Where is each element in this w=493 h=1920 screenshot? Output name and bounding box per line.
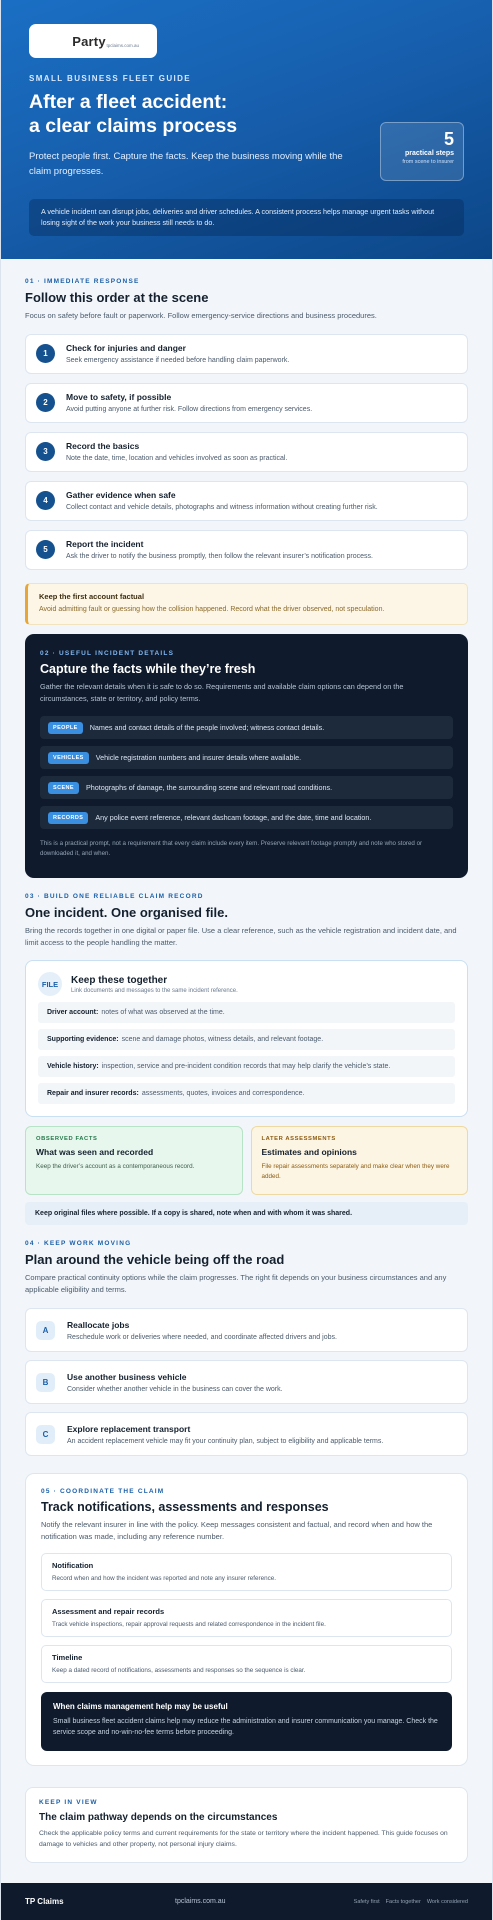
record-text: assessments, quotes, invoices and correspondence.: [141, 1090, 305, 1097]
step-number-badge: 5: [36, 540, 55, 559]
factual-account-callout: [25, 583, 468, 625]
steps-label: practical steps: [404, 150, 454, 157]
footer: [1, 1883, 492, 1920]
record-text: inspection, service and pre-incident condition records that may help clarify the vehicle’s state.: [101, 1063, 391, 1070]
section-intro: Bring the records together in one digital or paper file. Use a clear reference, such as the vehicle registration and incident date, and limit access to the people handling the matter.: [25, 926, 457, 947]
section-title: Capture the facts while they’re fresh: [40, 662, 256, 676]
fact-tag: RECORDS: [48, 812, 88, 824]
footer-tag: Work considered: [426, 1898, 468, 1905]
step-title: Gather evidence when safe: [66, 490, 176, 500]
options-list: [25, 1308, 468, 1456]
tracking-item: [41, 1599, 452, 1637]
card-desc: Keep the driver’s account as a contemporaneous record.: [36, 1163, 195, 1170]
section-footnote: This is a practical prompt, not a requirement that every claim include every item. Preserve relevant footage promptly and note who stored or downloaded it, and when.: [40, 840, 423, 857]
card-desc: File repair assessments separately and make clear when they were added.: [261, 1163, 450, 1180]
logo-brand: Party: [72, 33, 106, 49]
tracking-title: Assessment and repair records: [52, 1607, 165, 1616]
fact-desc: Vehicle registration numbers and insurer details where available.: [95, 753, 302, 762]
option-title: Reallocate jobs: [67, 1319, 130, 1330]
section-kicker: 05 · COORDINATE THE CLAIM: [41, 1488, 165, 1495]
hero: [1, 0, 492, 259]
callout-title: Keep the first account factual: [39, 591, 145, 601]
facts-vs-assessments: [25, 1126, 468, 1195]
fact-row: [40, 776, 453, 799]
option-letter-badge: A: [36, 1321, 55, 1340]
file-icon: FILE: [38, 972, 62, 996]
section-coordinate-claim: [25, 1473, 468, 1766]
section-title: Follow this order at the scene: [25, 290, 209, 305]
section-title: Plan around the vehicle being off the road: [25, 1252, 285, 1267]
step-desc: Avoid putting anyone at further risk. Follow directions from emergency services.: [66, 406, 313, 413]
record-label: Vehicle history:: [47, 1063, 99, 1070]
step-title: Move to safety, if possible: [66, 392, 172, 402]
record-row: [38, 1056, 455, 1077]
step-number-badge: 3: [36, 442, 55, 461]
tracking-desc: Keep a dated record of notifications, assessments and responses so the sequence is clear.: [52, 1667, 306, 1674]
claims-help-box: [41, 1692, 452, 1751]
hero-note: A vehicle incident can disrupt jobs, deliveries and driver schedules. A consistent process helps manage urgent tasks without losing sight of the work your business still needs to do.: [29, 199, 464, 236]
option-desc: Reschedule work or deliveries where needed, and coordinate affected drivers and jobs.: [67, 1333, 337, 1341]
tracking-title: Timeline: [52, 1653, 83, 1662]
option-item: [25, 1308, 468, 1352]
fact-row: [40, 806, 453, 829]
section-keep-in-view: [25, 1787, 468, 1863]
step-item: [25, 432, 468, 472]
title-line-2: a clear claims process: [29, 115, 238, 137]
step-number-badge: 4: [36, 491, 55, 510]
footer-brand[interactable]: TP Claims: [25, 1897, 64, 1906]
step-title: Check for injuries and danger: [66, 343, 186, 353]
callout-desc: Avoid admitting fault or guessing how the collision happened. Record what the driver observed, not speculation.: [39, 605, 385, 613]
fact-desc: Names and contact details of the people involved; witness contact details.: [89, 723, 325, 732]
section-incident-details: [25, 634, 468, 878]
section-claim-record: [1, 893, 492, 1225]
steps-sub: from scene to insurer: [402, 159, 454, 165]
tracking-item: [41, 1553, 452, 1591]
help-desc: Small business fleet accident claims help may reduce the administration and insurer communication you manage. Check the service scope and no-win-no-fee terms before proceeding.: [53, 1718, 438, 1736]
option-desc: An accident replacement vehicle may fit your continuity plan, subject to eligibility and applicable terms.: [67, 1437, 384, 1445]
records-title: Keep these together: [71, 974, 168, 986]
footer-site-link[interactable]: tpclaims.com.au: [175, 1898, 226, 1905]
record-text: notes of what was observed at the time.: [101, 1009, 225, 1016]
fact-row: [40, 746, 453, 769]
fact-desc: Any police event reference, relevant dashcam footage, and the date, time and location.: [95, 813, 372, 822]
tracking-desc: Record when and how the incident was reported and note any insurer reference.: [52, 1575, 277, 1582]
step-desc: Seek emergency assistance if needed before handling claim paperwork.: [66, 357, 290, 364]
title-line-1: After a fleet accident:: [29, 91, 228, 113]
section-title: Track notifications, assessments and responses: [41, 1500, 329, 1514]
section-kicker: 02 · USEFUL INCIDENT DETAILS: [40, 650, 175, 657]
step-number-badge: 1: [36, 344, 55, 363]
record-row: [38, 1029, 455, 1050]
records-card: [25, 960, 468, 1117]
option-desc: Consider whether another vehicle in the business can cover the work.: [67, 1385, 283, 1393]
steps-number: 5: [443, 129, 454, 149]
card-title: Estimates and opinions: [261, 1147, 357, 1157]
card-title: What was seen and recorded: [36, 1147, 154, 1157]
fact-tag: SCENE: [48, 782, 79, 794]
help-title: When claims management help may be useful: [53, 1702, 228, 1711]
logo-url: tpclaims.com.au: [106, 43, 139, 48]
steps-list: [25, 334, 468, 570]
records-desc: Link documents and messages to the same incident reference.: [71, 987, 238, 994]
section-immediate-response: [1, 278, 492, 625]
keep-originals-note: Keep original files where possible. If a copy is shared, note when and with whom it was shared.: [25, 1202, 468, 1225]
step-title: Record the basics: [66, 441, 140, 451]
step-number-badge: 2: [36, 393, 55, 412]
logo[interactable]: [29, 24, 157, 58]
option-letter-badge: B: [36, 1373, 55, 1392]
card-kicker: LATER ASSESSMENTS: [261, 1136, 336, 1142]
fact-desc: Photographs of damage, the surrounding scene and relevant road conditions.: [85, 783, 333, 792]
section-intro: Focus on safety before fault or paperwork. Follow emergency-service directions and business procedures.: [25, 311, 377, 320]
step-title: Report the incident: [66, 539, 144, 549]
option-title: Explore replacement transport: [67, 1423, 191, 1434]
section-kicker: 01 · IMMEDIATE RESPONSE: [25, 278, 140, 285]
section-intro: Check the applicable policy terms and current requirements for the state or territory where the incident happened. This guide focuses on damage to vehicles and other property, not personal injury claims.: [39, 1830, 448, 1848]
tracking-list: [41, 1553, 452, 1683]
section-kicker: KEEP IN VIEW: [39, 1799, 98, 1806]
tracking-item: [41, 1645, 452, 1683]
step-item: [25, 383, 468, 423]
section-kicker: 03 · BUILD ONE RELIABLE CLAIM RECORD: [25, 893, 204, 900]
record-row: [38, 1002, 455, 1023]
section-title: The claim pathway depends on the circumstances: [39, 1812, 278, 1823]
step-item: [25, 334, 468, 374]
record-row: [38, 1083, 455, 1104]
hero-eyebrow: SMALL BUSINESS FLEET GUIDE: [29, 74, 192, 83]
footer-tag: Facts together: [385, 1898, 421, 1905]
section-intro: Gather the relevant details when it is safe to do so. Requirements and available claim options can depend on the circumstances, state or territory, and policy terms.: [40, 682, 404, 703]
footer-tags: [354, 1899, 468, 1905]
step-item: [25, 530, 468, 570]
section-intro: Compare practical continuity options while the claim progresses. The right fit depends on your business circumstances and any applicable eligibility and terms.: [25, 1273, 447, 1294]
footer-tag: Safety first: [353, 1898, 380, 1905]
record-label: Repair and insurer records:: [47, 1090, 139, 1097]
hero-lede: Protect people first. Capture the facts. Keep the business moving while the claim progresses.: [29, 151, 343, 177]
observed-facts-card: [25, 1126, 243, 1195]
steps-summary-card: [380, 122, 464, 181]
fact-tag: VEHICLES: [48, 752, 89, 764]
later-assessments-card: [251, 1126, 469, 1195]
section-title: One incident. One organised file.: [25, 905, 228, 920]
fact-row: [40, 716, 453, 739]
section-intro: Notify the relevant insurer in line with the policy. Keep messages consistent and factual, and record when and how the notification was made, including any reference number.: [41, 1520, 433, 1541]
step-desc: Ask the driver to notify the business promptly, then follow the relevant insurer’s notification process.: [66, 553, 373, 560]
step-desc: Note the date, time, location and vehicles involved as soon as practical.: [66, 455, 288, 462]
fact-tag: PEOPLE: [48, 722, 83, 734]
facts-list: [40, 716, 453, 829]
option-title: Use another business vehicle: [67, 1371, 187, 1382]
record-text: scene and damage photos, witness details, and relevant footage.: [121, 1036, 324, 1043]
tracking-desc: Track vehicle inspections, repair approval requests and related correspondence in the incident file.: [52, 1621, 326, 1628]
option-letter-badge: C: [36, 1425, 55, 1444]
record-label: Supporting evidence:: [47, 1036, 119, 1043]
tracking-title: Notification: [52, 1561, 94, 1570]
step-item: [25, 481, 468, 521]
option-item: [25, 1360, 468, 1404]
record-label: Driver account:: [47, 1009, 99, 1016]
step-desc: Collect contact and vehicle details, photographs and witness information without creating further risk.: [66, 504, 378, 511]
option-item: [25, 1412, 468, 1456]
section-kicker: 04 · KEEP WORK MOVING: [25, 1240, 132, 1247]
section-keep-work-moving: [1, 1240, 492, 1456]
card-kicker: OBSERVED FACTS: [36, 1136, 98, 1142]
